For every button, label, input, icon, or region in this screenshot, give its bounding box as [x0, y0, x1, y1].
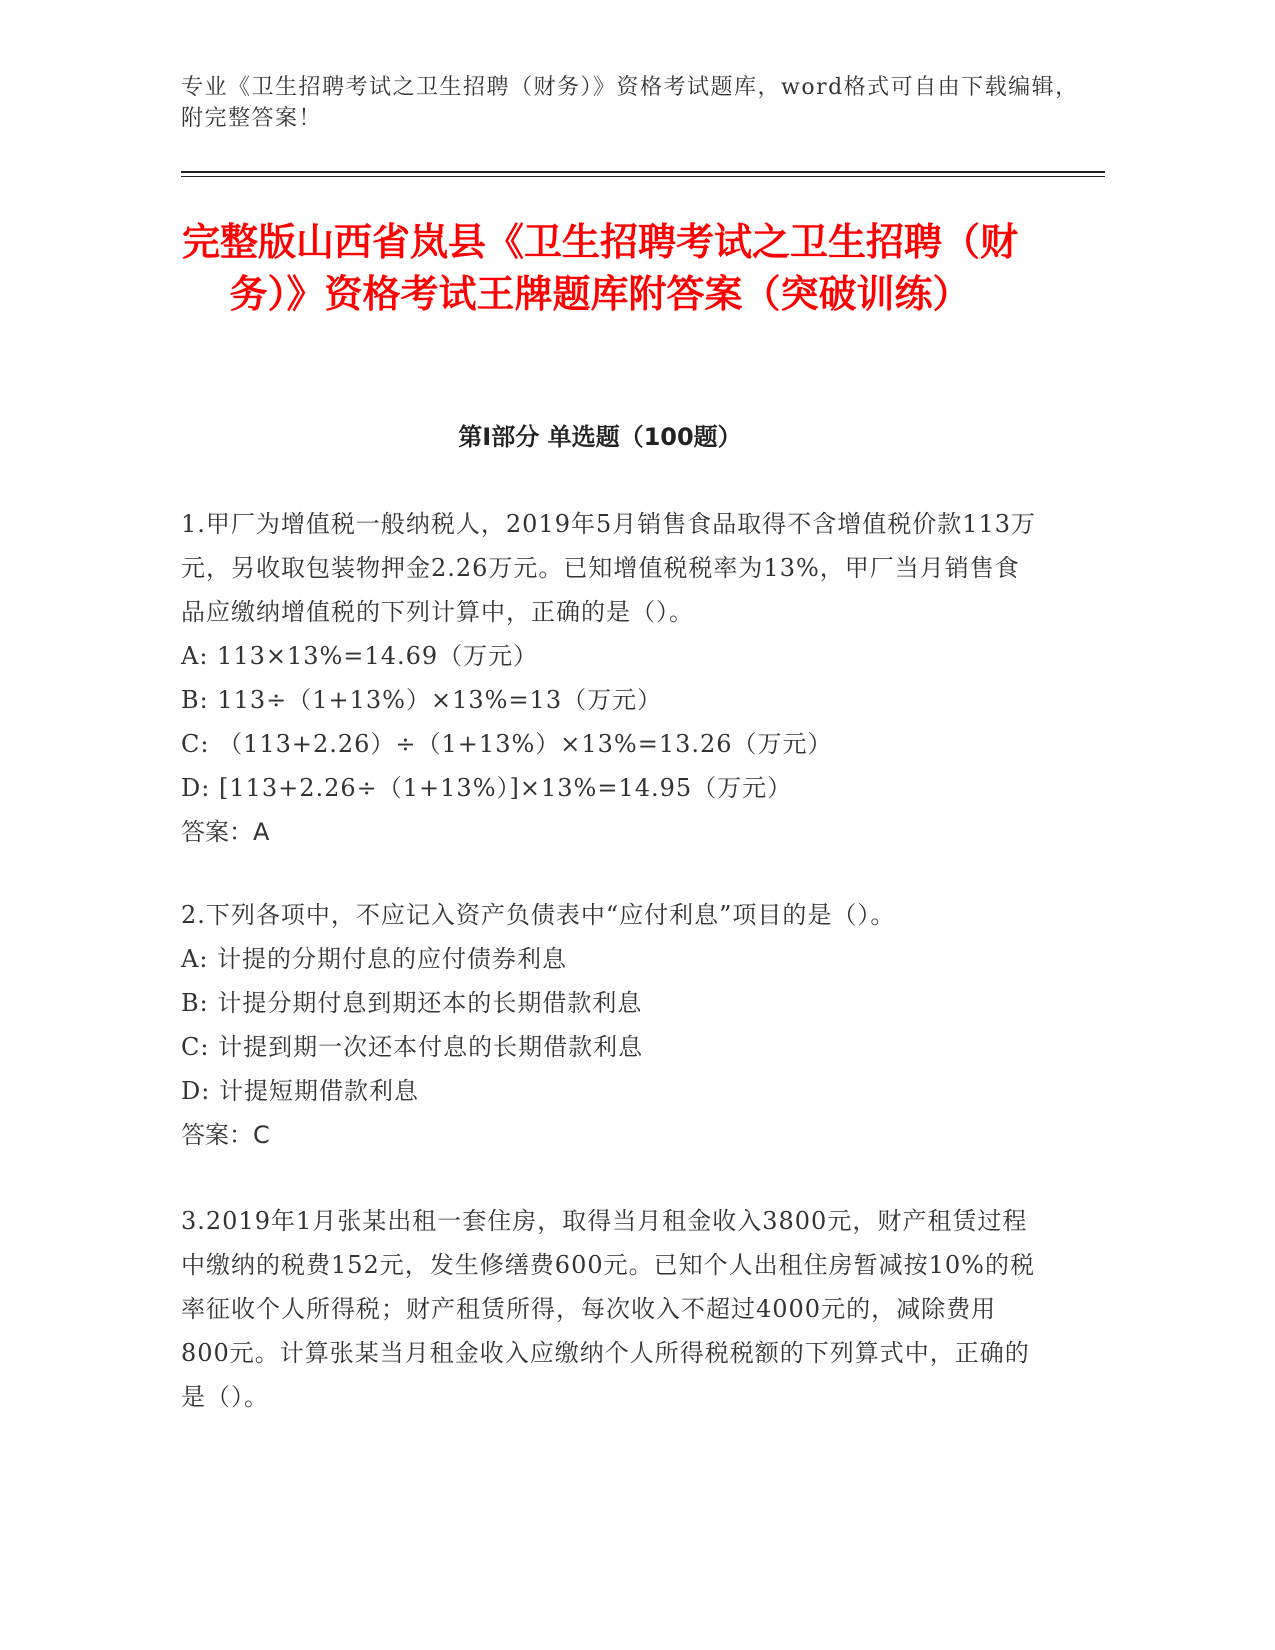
header-rule-thin — [181, 176, 1105, 177]
question-stem: 1.甲厂为增值税一般纳税人，2019年5月销售食品取得不含增值税价款113万元，另收取包装物押金2.26万元。已知增值税税率为13%，甲厂当月销售食品应缴纳增值税的下列计算中，正确的是（）。 — [181, 510, 1037, 626]
section-heading: 第Ⅰ部分 单选题（100题） — [458, 423, 742, 451]
answer: 答案：C — [181, 1121, 270, 1149]
question-1 — [181, 502, 1041, 854]
option-d: D: [113+2.26÷（1+13%）]×13%=14.95（万元） — [181, 774, 793, 802]
document-title: 完整版山西省岚县《卫生招聘考试之卫生招聘（财务）》资格考试王牌题库附答案（突破训练） — [181, 220, 1018, 316]
option-c: C: 计提到期一次还本付息的长期借款利息 — [181, 1033, 644, 1061]
answer: 答案：A — [181, 818, 270, 846]
question-2 — [181, 893, 1041, 1157]
option-b: B: 113÷（1+13%）×13%=13（万元） — [181, 686, 663, 714]
header-rule-thick — [181, 171, 1105, 173]
option-d: D: 计提短期借款利息 — [181, 1077, 419, 1105]
option-a: A: 113×13%=14.69（万元） — [181, 642, 539, 670]
header-note: 专业《卫生招聘考试之卫生招聘（财务）》资格考试题库，word格式可自由下载编辑，附完整答案！ — [181, 75, 1079, 131]
option-c: C: （113+2.26）÷（1+13%）×13%=13.26（万元） — [181, 730, 833, 758]
question-stem: 2.下列各项中，不应记入资产负债表中“应付利息”项目的是（）。 — [181, 901, 896, 929]
option-a: A: 计提的分期付息的应付债券利息 — [181, 945, 568, 973]
question-3 — [181, 1199, 1041, 1419]
option-b: B: 计提分期付息到期还本的长期借款利息 — [181, 989, 643, 1017]
question-stem: 3.2019年1月张某出租一套住房，取得当月租金收入3800元，财产租赁过程中缴纳的税费152元，发生修缮费600元。已知个人出租住房暂减按10%的税率征收个人所得税；财产租赁所得，每次收入不超过4000元的，减除费用800元。计算张某当月租金收入应缴纳个人所得税税额的下列算式中，正确的是（）。 — [181, 1207, 1035, 1411]
